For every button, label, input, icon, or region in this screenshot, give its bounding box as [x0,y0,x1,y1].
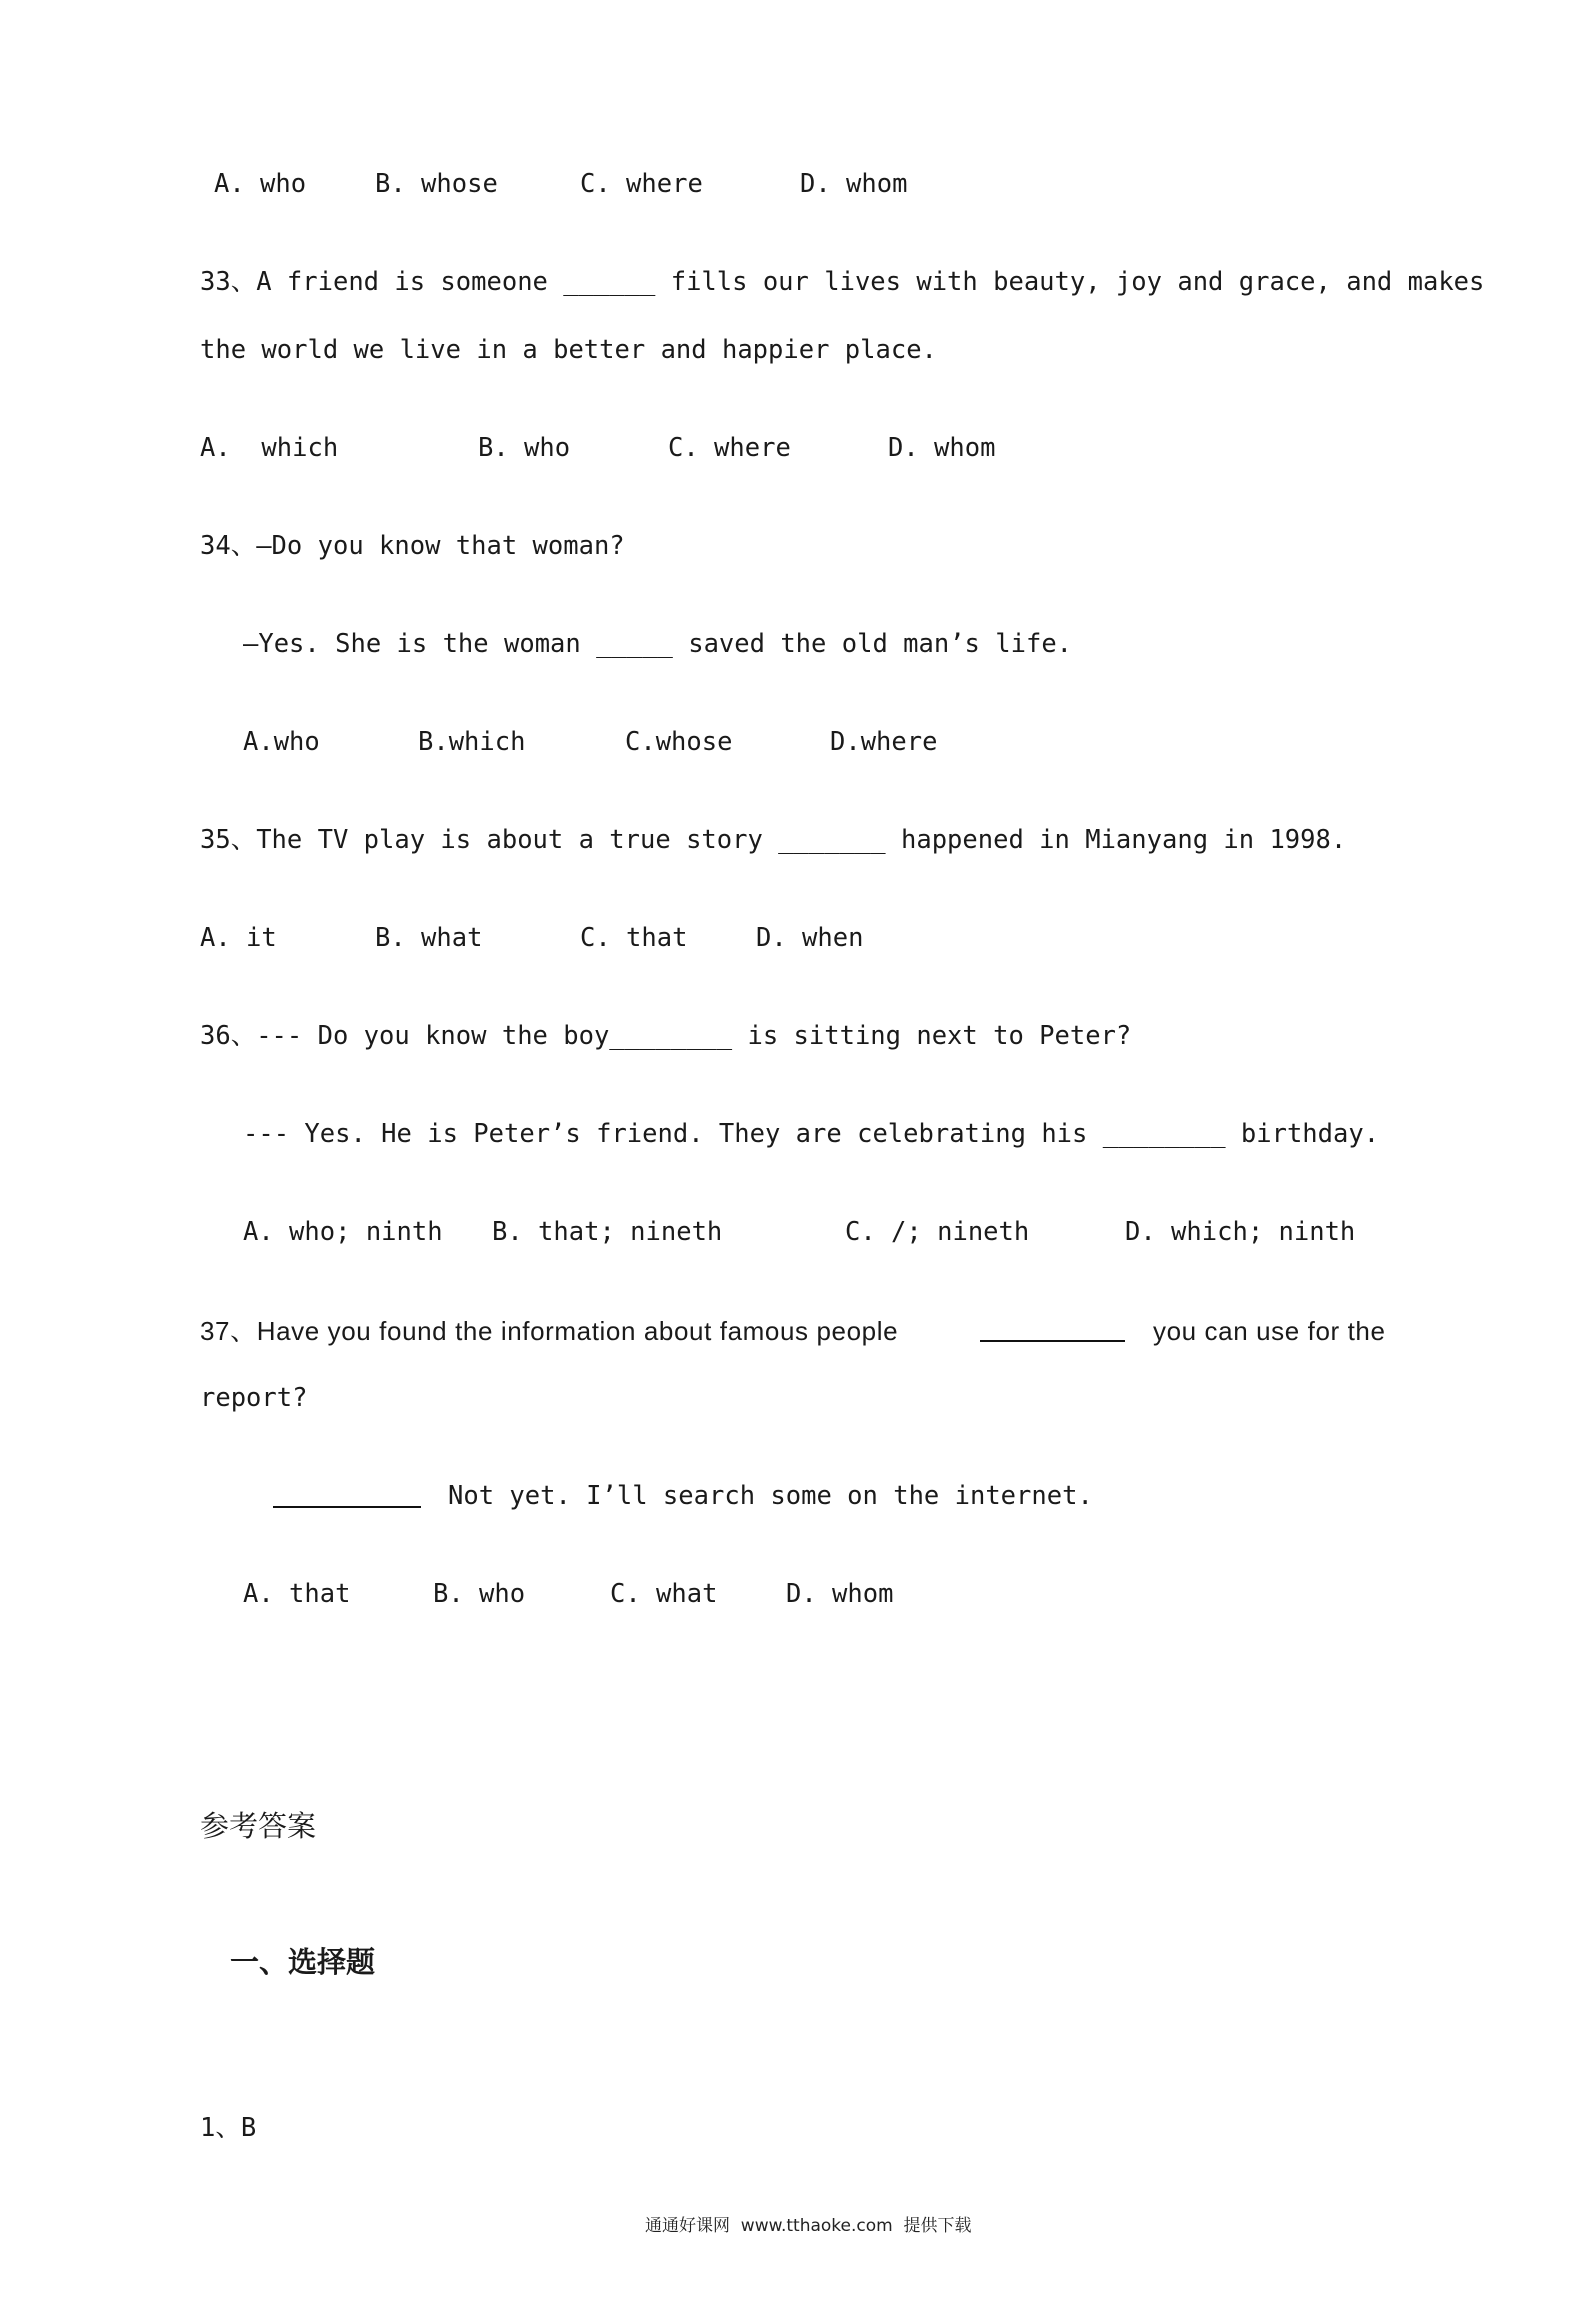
q35-option-c: C. that [580,923,688,953]
q34-option-b: B.which [418,727,526,757]
q35-option-b: B. what [375,923,483,953]
q36-stem-line1: 36、--- Do you know the boy________ is sitting next to Peter? [200,1021,1132,1051]
q37-stem-line3: Not yet. I’ll search some on the internet. [448,1481,1093,1511]
q37-option-c: C. what [610,1579,718,1609]
q37-stem-line2: report? [200,1383,308,1413]
q34-option-c: C.whose [625,727,733,757]
q35-option-a: A. it [200,923,277,953]
q35-stem-line1: 35、The TV play is about a true story _______ happened in Mianyang in 1998. [200,825,1347,855]
q33-option-b: B. who [478,433,571,463]
q37-answer-blank-1 [980,1340,1125,1342]
q36-option-d: D. which; ninth [1125,1217,1356,1247]
q36-option-b: B. that; nineth [492,1217,723,1247]
q32-option-b: B. whose [375,169,498,199]
q37-option-d: D. whom [786,1579,894,1609]
answers-heading: 参考答案 [200,1809,317,1843]
page-footer: 通通好课网 www.tthaoke.com 提供下载 [645,2216,972,2236]
q36-option-c: C. /; nineth [845,1217,1030,1247]
q36-option-a: A. who; ninth [243,1217,443,1247]
q33-option-a: A. which [200,433,339,463]
q34-stem-line2: —Yes. She is the woman _____ saved the old man’s life. [243,629,1073,659]
q36-stem-line2: --- Yes. He is Peter’s friend. They are celebrating his ________ birthday. [243,1119,1380,1149]
answer-1: 1、B [200,2113,257,2143]
q34-option-d: D.where [830,727,938,757]
q35-option-d: D. when [756,923,864,953]
q37-stem-line1-end: you can use for the [1153,1316,1386,1346]
q34-stem-line1: 34、—Do you know that woman? [200,531,625,561]
q33-option-c: C. where [668,433,791,463]
q37-option-a: A. that [243,1579,351,1609]
q32-option-c: C. where [580,169,703,199]
q33-option-d: D. whom [888,433,996,463]
q32-option-d: D. whom [800,169,908,199]
q37-option-b: B. who [433,1579,526,1609]
q33-stem-line1: 33、A friend is someone ______ fills our lives with beauty, joy and grace, and makes [200,267,1485,297]
q32-option-a: A. who [214,169,307,199]
answers-section-title: 一、选择题 [230,1945,376,1979]
q37-stem-line1-start: 37、Have you found the information about famous people [200,1316,899,1346]
q34-option-a: A.who [243,727,320,757]
q33-stem-line2: the world we live in a better and happier place. [200,335,937,365]
q37-answer-blank-2 [273,1506,421,1508]
